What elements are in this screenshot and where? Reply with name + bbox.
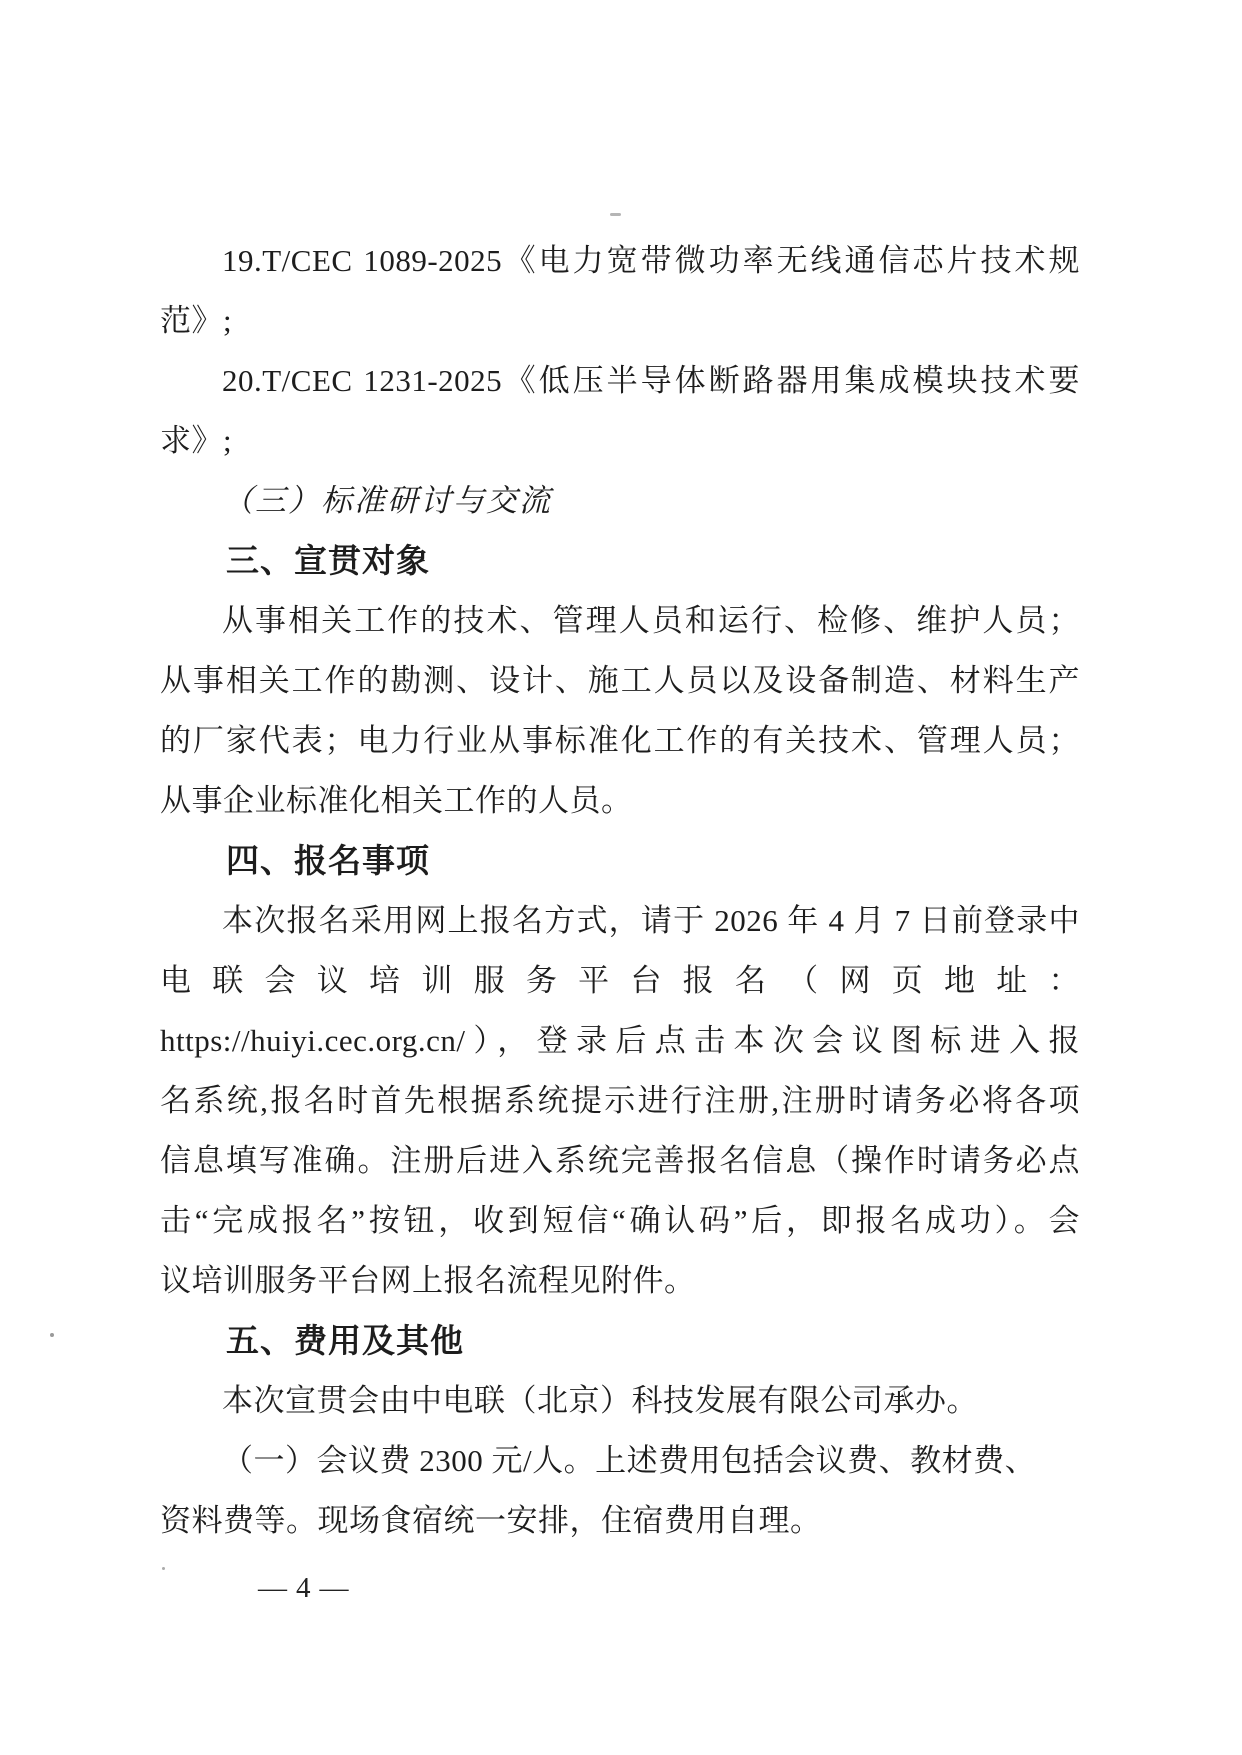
audience-paragraph-line1: 从事相关工作的技术、管理人员和运行、检修、维护人员； <box>222 603 1080 638</box>
subsection-heading-seminar-exchange: （三）标准研讨与交流 <box>222 483 552 518</box>
registration-paragraph-line4: 名系统,报名时首先根据系统提示进行注册,注册时请务必将各项 <box>160 1083 1080 1118</box>
standard-item-20-line1: 20.T/CEC 1231-2025《低压半导体断路器用集成模块技术要 <box>222 363 1080 398</box>
standard-item-19-line2: 范》; <box>160 303 233 338</box>
standard-item-20-line2: 求》; <box>160 423 233 458</box>
standard-item-19-line1: 19.T/CEC 1089-2025《电力宽带微功率无线通信芯片技术规 <box>222 243 1080 278</box>
section-heading-5-fees: 五、费用及其他 <box>226 1322 464 1359</box>
registration-paragraph-line2: 电联会议培训服务平台报名（网页地址： <box>160 963 1080 998</box>
registration-paragraph-line6: 击“完成报名”按钮，收到短信“确认码”后，即报名成功）。会 <box>160 1203 1080 1238</box>
scan-speck <box>610 213 621 216</box>
section-heading-3-audience: 三、宣贯对象 <box>226 542 430 579</box>
section-heading-4-registration: 四、报名事项 <box>226 842 430 879</box>
page-number: —4— <box>258 1572 358 1604</box>
fee-paragraph-line1: （一）会议费 2300 元/人。上述费用包括会议费、教材费、 <box>222 1443 1037 1478</box>
document-body <box>160 231 1080 1551</box>
audience-paragraph-line4: 从事企业标准化相关工作的人员。 <box>160 783 633 818</box>
audience-paragraph-line3: 的厂家代表；电力行业从事标准化工作的有关技术、管理人员； <box>160 723 1080 758</box>
scan-speck <box>162 1567 165 1570</box>
registration-paragraph-line7: 议培训服务平台网上报名流程见附件。 <box>160 1263 696 1298</box>
audience-paragraph-line2: 从事相关工作的勘测、设计、施工人员以及设备制造、材料生产 <box>160 663 1080 698</box>
registration-paragraph-line3-url: https://huiyi.cec.org.cn/），登录后点击本次会议图标进入报 <box>160 1023 1080 1058</box>
scan-speck <box>50 1333 54 1337</box>
registration-paragraph-line5: 信息填写准确。注册后进入系统完善报名信息（操作时请务必点 <box>160 1143 1080 1178</box>
organizer-line: 本次宣贯会由中电联（北京）科技发展有限公司承办。 <box>222 1383 978 1418</box>
fee-paragraph-line2: 资料费等。现场食宿统一安排，住宿费用自理。 <box>160 1503 822 1538</box>
registration-paragraph-line1: 本次报名采用网上报名方式，请于 2026 年 4 月 7 日前登录中 <box>222 903 1080 938</box>
